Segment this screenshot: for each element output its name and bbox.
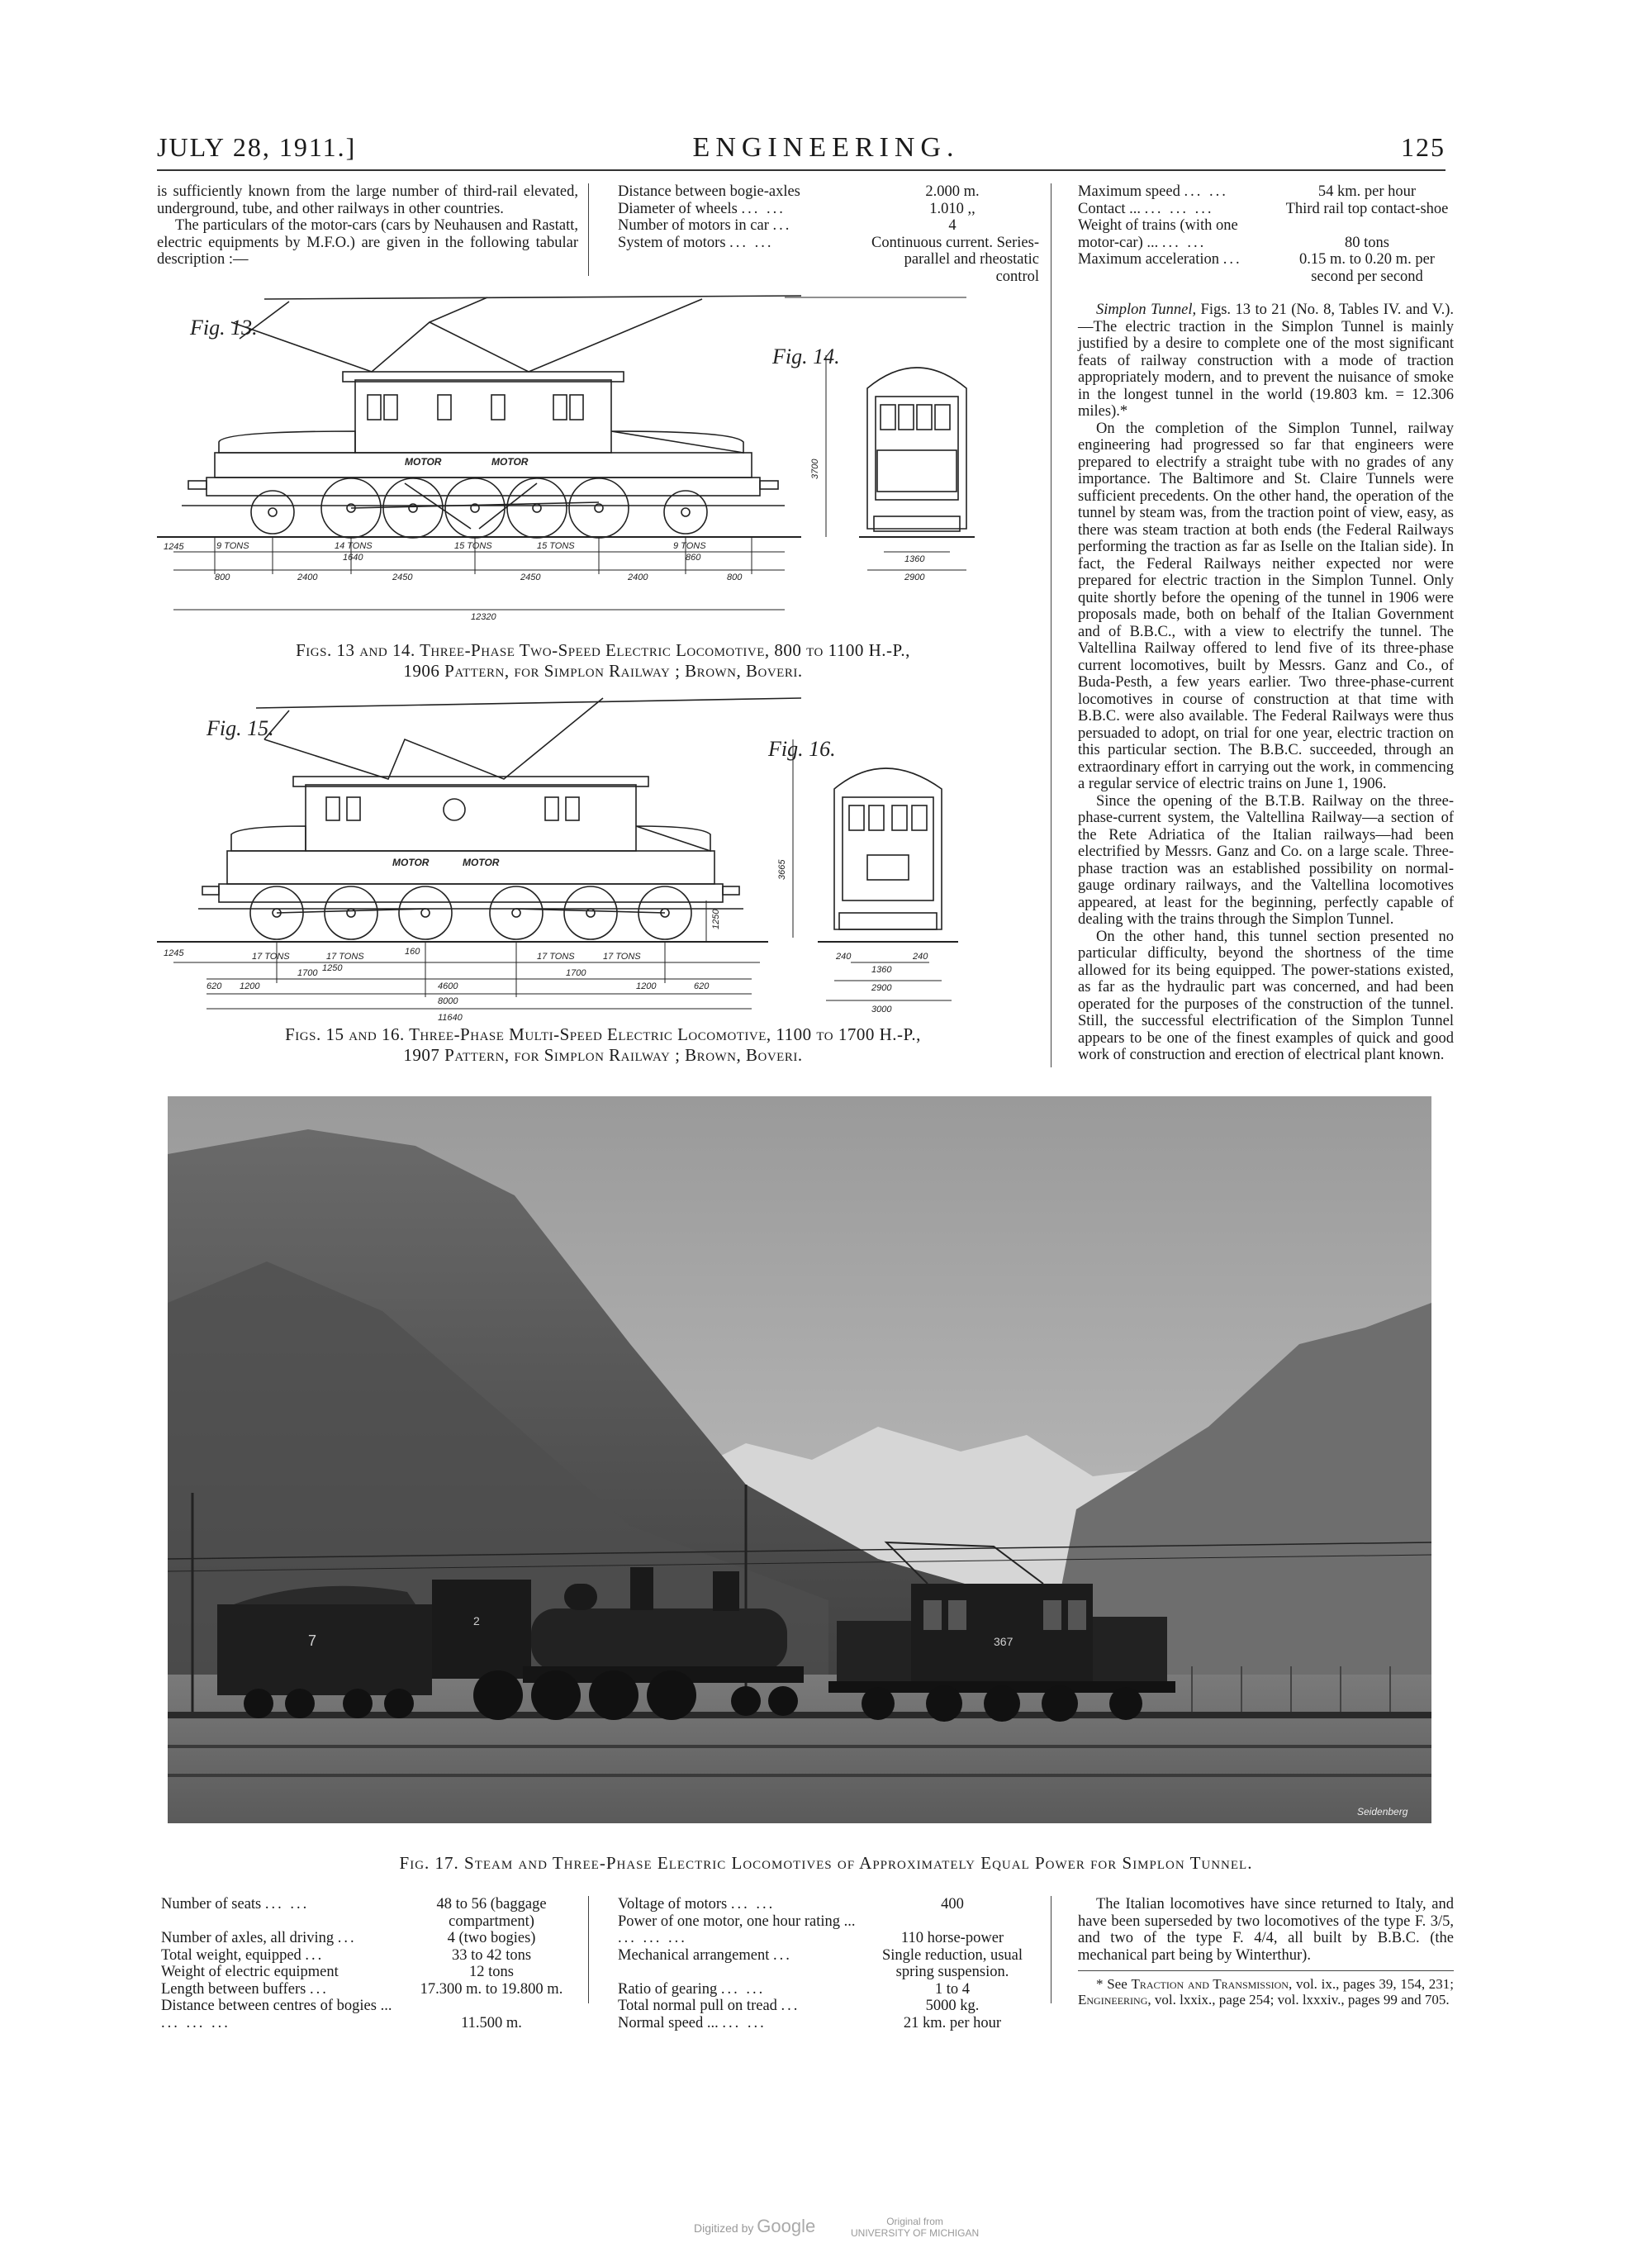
spec-value: 54 km. per hour xyxy=(1317,183,1417,200)
spec-label: Number of seats xyxy=(161,1896,262,1913)
dim-height-16: 3665 xyxy=(777,859,787,880)
dim-5: 1700 xyxy=(566,968,586,978)
fig-15-label: Fig. 15. xyxy=(206,716,274,740)
simplon-article-text xyxy=(1078,302,1454,1064)
original-from-watermark: Original from UNIVERSITY OF MICHIGAN xyxy=(851,2216,980,2239)
dim-mid: 8000 xyxy=(438,996,458,1006)
dim-tons-5: 9 TONS xyxy=(673,541,706,551)
dim-tons-3: 15 TONS xyxy=(454,541,492,551)
fig-13-label: Fig. 13. xyxy=(190,316,258,340)
footnote-reference: Traction and Transmission, xyxy=(1131,1976,1293,1992)
spec-value: 17.300 m. to 19.800 m. xyxy=(420,1980,563,1998)
table-row xyxy=(161,1947,574,1965)
leader-dots: ... ... xyxy=(1184,183,1228,200)
table-row xyxy=(161,1930,574,1947)
table-row xyxy=(618,1947,1039,1981)
spec-value: 1 to 4 xyxy=(934,1980,971,1998)
motor-label-1: MOTOR xyxy=(405,456,442,468)
spec-label: Distance between centres of bogies ... xyxy=(161,1998,392,2014)
spec-table-top-body xyxy=(618,183,1039,285)
digitized-by-watermark: Digitized by Google xyxy=(694,2216,816,2236)
dim-tons-1: 9 TONS xyxy=(216,541,249,551)
dim-tons-4: 17 TONS xyxy=(603,952,641,962)
spec-label: Maximum speed xyxy=(1078,183,1180,200)
dim-2: 1200 xyxy=(240,981,260,991)
dim-s2: 240 xyxy=(913,952,928,962)
footnote: * See Traction and Transmission, vol. ix., pages 39, 154, 231; Engineering, vol. lxxix., page 254; vol. lxxxiv., pages 99 and 705. xyxy=(1078,1976,1455,2008)
leader-dots: ... xyxy=(337,1930,357,1946)
dim-tons-2b: 1250 xyxy=(322,963,343,973)
table-row xyxy=(618,1913,1039,1947)
spec-label: Contact ... xyxy=(1078,200,1142,217)
spec-value: 80 tons xyxy=(1345,234,1389,251)
intro-paragraph-1: is sufficiently known from the large number of third-rail elevated, underground, tube, and other railways in other countries. xyxy=(157,183,578,217)
leader-dots: ... ... xyxy=(729,234,774,251)
leader-dots: ... xyxy=(772,1946,792,1964)
dim-6: 1200 xyxy=(636,981,657,991)
footnote-reference: Engineering, xyxy=(1078,1992,1151,2008)
steam-loco-number: 2 xyxy=(473,1614,480,1627)
caption-line: Figs. 15 and 16. Three-Phase Multi-Speed Electric Locomotive, 1100 to 1700 H.-P., xyxy=(285,1024,921,1044)
fig-16-label: Fig. 16. xyxy=(768,737,836,761)
leader-dots: ... ... ... xyxy=(618,1930,687,1946)
dim-7: 620 xyxy=(694,981,710,991)
intro-paragraph-2: The particulars of the motor-cars (cars by Neuhausen and Rastatt, electric equipments by M.F.O.) are given in the following tabular description :— xyxy=(157,217,578,268)
leader-dots: ... xyxy=(309,1980,329,1998)
article-paragraph-3: Since the opening of the B.T.B. Railway on the three-phase-current system, the Valtellina Railway—a section of the Rete Adriatica of the Italian railways—had been electrified by Messrs. Ganz and Co. on a large scale. Three-phase traction was an established possibility on normal-gauge ordinary railways, and the Valtellina locomotives appeared, at least for the beginning, perfectly capable of dealing with the trains through the Simplon Tunnel. xyxy=(1078,792,1454,928)
motor-label-2: MOTOR xyxy=(463,857,500,868)
dim-6: 800 xyxy=(727,573,743,582)
spec-label: Diameter of wheels xyxy=(618,200,738,217)
closing-text xyxy=(1078,1896,1454,2008)
leader-dots: ... xyxy=(1222,251,1242,268)
spec-value: Continuous current. Series-parallel and rheostatic control xyxy=(871,234,1039,285)
spec-label: Weight of electric equipment xyxy=(161,1964,339,1980)
fig-15-16-drawing xyxy=(157,690,1041,1053)
spec-value: 1.010 ,, xyxy=(929,200,976,217)
spec-label: Normal speed ... xyxy=(618,2014,719,2031)
dim-3: 2450 xyxy=(392,573,413,582)
spec-label: Total normal pull on tread xyxy=(618,1998,777,2014)
spec-label: Total weight, equipped xyxy=(161,1946,301,1964)
dim-5: 2400 xyxy=(628,573,648,582)
table-row xyxy=(618,1998,1039,2015)
table-row xyxy=(1078,217,1454,251)
table-row xyxy=(618,1981,1039,1998)
spec-label: Length between buffers xyxy=(161,1980,306,1998)
table-row xyxy=(161,1981,574,1998)
spec-label: System of motors xyxy=(618,234,726,251)
spec-value: 4 xyxy=(948,217,957,234)
table-row xyxy=(1078,201,1454,218)
column-divider-1 xyxy=(588,183,589,276)
photographer-credit: Seidenberg xyxy=(1357,1806,1408,1817)
leader-dots: ... ... xyxy=(264,1896,310,1913)
article-paragraph-2: On the completion of the Simplon Tunnel, railway engineering had progressed so far that engineers were prepared to electrify a straight tube with no grades of any importance. The Baltimore and St. Claire Tunnels were sufficient precedents. On the other hand, the operation of the tunnel by steam was, from the traction point of view, easy, as there was steam traction at both ends (the Federal Railways performing the traction as far as Iselle on the Italian side). In fact, the Federal Railways neither expected nor were prepared for electric traction in the Simplon Tunnel. Only quite shortly before the opening of the tunnel in 1906 were proposals made, both on behalf of the Italian Government and of B.B.C., with a view to electrify the tunnel. The Valtellina Railway offered to lend five of its three-phase current locomotives, built by Messrs. Ganz and Co., of Buda-Pesth, a few years earlier. Two three-phase-current locomotives in course of construction at that time with B.B.C. were also available. The Federal Railways were thus persuaded to adopt, on trial for one year, electric traction on this particular section. The B.B.C. succeeded, through an extraordinary effort in carrying out the work, in commencing a regular service of electric trains on June 1, 1906. xyxy=(1078,420,1454,792)
spec-label: Number of axles, all driving xyxy=(161,1930,335,1946)
dim-rail: 1245 xyxy=(164,542,184,552)
table-row xyxy=(618,183,1039,201)
footnote-rule xyxy=(1078,1970,1454,1971)
dim-tons-1: 17 TONS xyxy=(252,952,290,962)
leader-dots: ... ... xyxy=(720,1980,766,1998)
spec-value: 0.15 m. to 0.20 m. per second per second xyxy=(1299,251,1435,285)
dim-tons-2: 17 TONS xyxy=(326,952,364,962)
dim-1: 620 xyxy=(206,981,222,991)
dim-width-16b: 2900 xyxy=(871,983,892,993)
dim-4: 2450 xyxy=(520,573,541,582)
spec-value: 21 km. per hour xyxy=(903,2014,1002,2031)
leader-dots: ... xyxy=(781,1998,800,2014)
leader-dots: ... ... ... xyxy=(161,2014,230,2031)
dim-tons-2: 14 TONS xyxy=(335,541,373,551)
leader-dots: ... ... xyxy=(730,1896,776,1913)
table-row xyxy=(618,235,1039,286)
google-logo-text: Google xyxy=(757,2216,816,2236)
header-rule xyxy=(157,169,1446,171)
table-row xyxy=(161,1998,574,2031)
intro-text xyxy=(157,183,578,268)
spec-label: Maximum acceleration xyxy=(1078,251,1220,268)
dim-total: 11640 xyxy=(438,1013,463,1023)
table-row xyxy=(618,1896,1039,1913)
journal-title: ENGINEERING. xyxy=(692,132,960,163)
table-row xyxy=(618,2015,1039,2032)
table-row xyxy=(161,1896,574,1930)
dim-side: 1250 xyxy=(711,909,721,929)
closing-paragraph: The Italian locomotives have since returned to Italy, and have been superseded by two locomotives of the type F. 3/5, and two of the type F. 4/4, all built by B.B.C. (the mechanical part being by Winterthur). xyxy=(1078,1896,1454,1964)
dim-width-16a: 1360 xyxy=(871,965,892,975)
car-particulars-table xyxy=(161,1896,574,2031)
dim-1: 800 xyxy=(215,573,230,582)
article-paragraph-4: On the other hand, this tunnel section presented no particular difficulty, beyond the shortness of the time allowed for its being equipped. The power-stations existed, as far as the hydraulic part was concerned, and had been operated for the purposes of the construction of the tunnel. Still, the successful electrification of the Simplon Tunnel appears to be one of the finest examples of quick and good work of construction and erection of electrical plant known. xyxy=(1078,928,1454,1063)
spec-label: Distance between bogie-axles xyxy=(618,183,800,200)
spec-value: 11.500 m. xyxy=(461,2014,522,2031)
fig-15-16-caption xyxy=(165,1024,1041,1066)
spec-value: Single reduction, usual spring suspension. xyxy=(881,1946,1023,1980)
spec-value: 12 tons xyxy=(469,1964,514,1980)
dim-tons-5b: 860 xyxy=(686,553,701,563)
spec-label: Number of motors in car xyxy=(618,217,769,234)
dim-3: 1700 xyxy=(297,968,318,978)
spec-value: 2.000 m. xyxy=(925,183,980,200)
dim-height-14: 3700 xyxy=(810,459,820,479)
photo-scene xyxy=(168,1096,1431,1823)
spec-value: Third rail top contact-shoe xyxy=(1285,200,1449,217)
fig-17-photograph xyxy=(168,1096,1431,1823)
caption-line: 1907 Pattern, for Simplon Railway ; Brown, Boveri. xyxy=(403,1045,803,1065)
dim-total: 12320 xyxy=(471,612,496,622)
leader-dots: ... ... ... xyxy=(1144,200,1214,217)
table-row xyxy=(1078,183,1454,201)
motor-car-spec-table xyxy=(618,183,1039,285)
leader-dots: ... ... xyxy=(741,200,786,217)
spec-value: 48 to 56 (baggage compartment) xyxy=(436,1896,547,1930)
table-row xyxy=(1078,251,1454,285)
dim-tons-3: 17 TONS xyxy=(537,952,575,962)
spec-label: Power of one motor, one hour rating ... xyxy=(618,1913,856,1930)
dim-tons-4: 15 TONS xyxy=(537,541,575,551)
spec-value: 4 (two bogies) xyxy=(447,1930,536,1946)
spec-label: Voltage of motors xyxy=(618,1896,728,1913)
dim-rail: 1245 xyxy=(164,948,184,958)
right-spec-table xyxy=(1078,183,1454,285)
leader-dots: ... xyxy=(772,217,792,234)
spec-value: 5000 kg. xyxy=(925,1998,980,2014)
column-divider-3 xyxy=(588,1896,589,2003)
leader-dots: ... ... xyxy=(722,2014,767,2031)
spec-value: 33 to 42 tons xyxy=(451,1946,532,1964)
spec-value: 400 xyxy=(941,1896,964,1913)
motor-label-2: MOTOR xyxy=(491,456,529,468)
caption-line: Figs. 13 and 14. Three-Phase Two-Speed Electric Locomotive, 800 to 1100 H.-P., xyxy=(296,640,910,660)
article-paragraph-1: Simplon Tunnel, Figs. 13 to 21 (No. 8, Tables IV. and V.).—The electric traction in the Simplon Tunnel is mainly justified by a desire to complete one of the most significant feats of railway construction with a mode of traction appropriately modern, and to prevent the nuisance of smoke in the longest tunnel in the world (19.803 km. = 12.306 miles).* xyxy=(1078,302,1454,420)
fig-17-caption: Fig. 17. Steam and Three-Phase Electric Locomotives of Approximately Equal Power for Simplon Tunnel. xyxy=(399,1853,1253,1873)
dim-small: 160 xyxy=(405,947,420,957)
leader-dots: ... xyxy=(305,1946,325,1964)
table-row xyxy=(618,201,1039,218)
tender-number: 7 xyxy=(308,1632,317,1649)
fig-13-14-drawing xyxy=(157,289,1041,653)
dim-s1: 240 xyxy=(836,952,852,962)
dim-width-14b: 2900 xyxy=(904,573,925,582)
motor-particulars-table xyxy=(618,1896,1039,2031)
table-row xyxy=(161,1964,574,1981)
running-head-date: JULY 28, 1911.] xyxy=(157,132,357,162)
motor-label-1: MOTOR xyxy=(392,857,430,868)
dim-width-14a: 1360 xyxy=(904,554,925,564)
dim-4: 4600 xyxy=(438,981,458,991)
page-number: 125 xyxy=(1401,132,1446,162)
dim-2: 2400 xyxy=(297,573,318,582)
fig-14-label: Fig. 14. xyxy=(772,344,840,368)
leader-dots: ... ... xyxy=(1161,234,1207,251)
section-lead: Simplon Tunnel, xyxy=(1096,302,1197,318)
spec-value: 110 horse-power xyxy=(900,1930,1004,1946)
dim-width-16c: 3000 xyxy=(871,1005,892,1014)
fig-13-14-caption xyxy=(165,640,1041,682)
caption-line: 1906 Pattern, for Simplon Railway ; Brown, Boveri. xyxy=(403,661,803,681)
spec-label: Mechanical arrangement xyxy=(618,1946,770,1964)
dim-tons-2b: 1640 xyxy=(343,553,363,563)
electric-loco-number: 367 xyxy=(994,1635,1014,1648)
spec-label: Weight of trains (with one motor-car) ... xyxy=(1078,217,1238,251)
spec-label: Ratio of gearing xyxy=(618,1980,718,1998)
table-row xyxy=(618,217,1039,235)
